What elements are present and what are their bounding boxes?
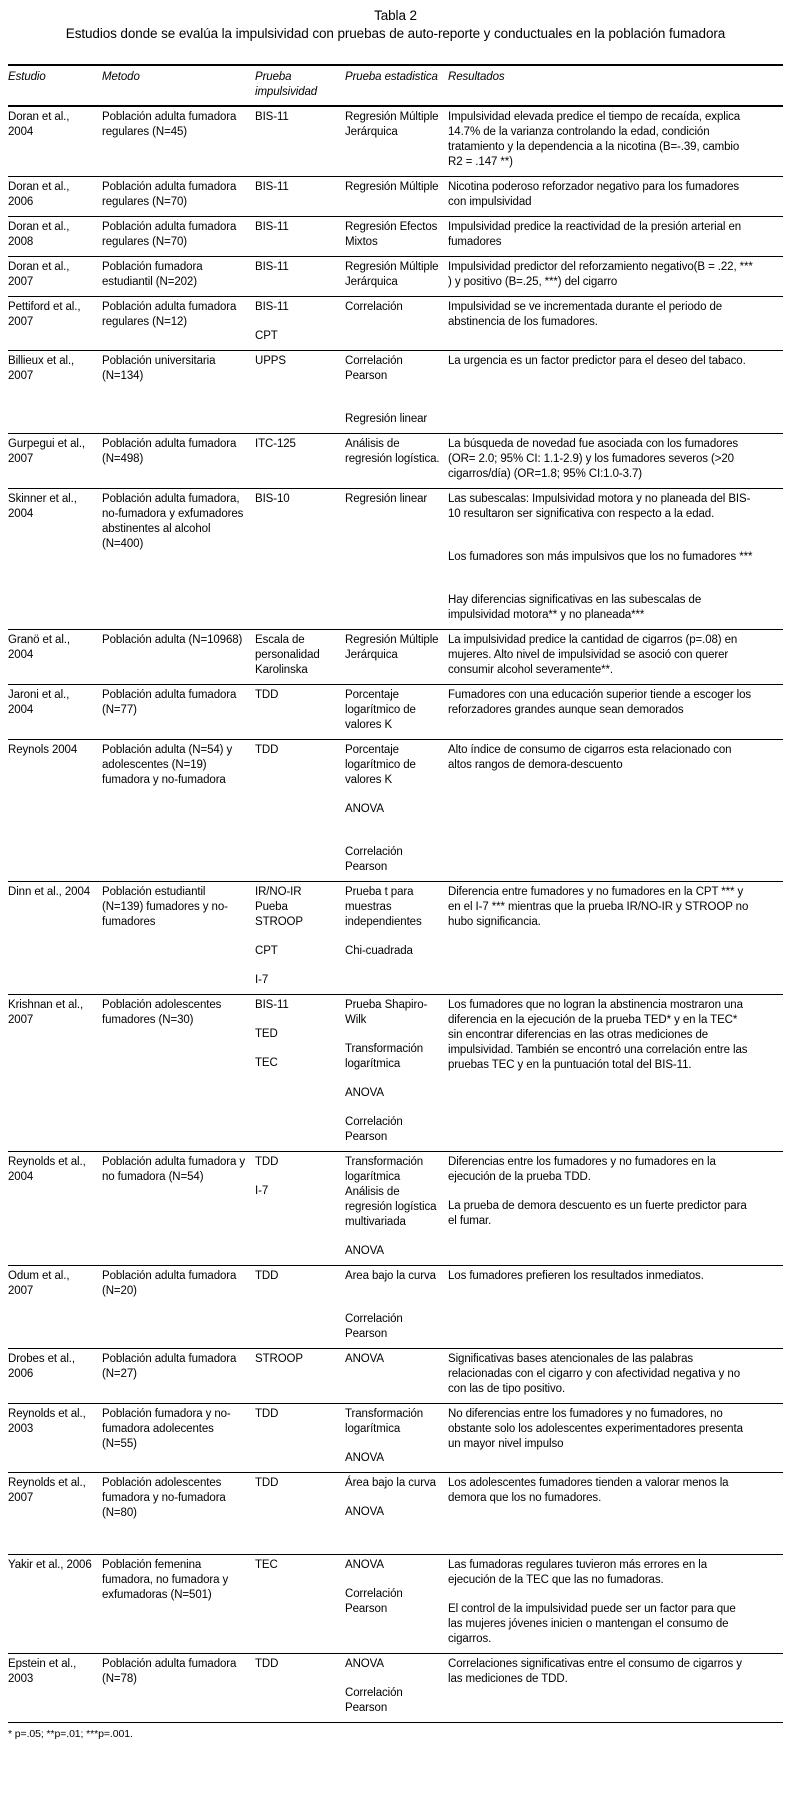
table-row <box>8 685 783 740</box>
tests-cell <box>255 1152 345 1266</box>
cell-text: Significativas bases atencionales de las palabras relacionadas con el cigarro y con afectividad negativa y no con las de tipo positivo. <box>448 1353 740 1395</box>
cell-text: Impulsividad predictor del reforzamiento negativo(B = .22, *** ) y positivo (B=.25, ***) del cigarro <box>448 261 753 288</box>
cell-text: Área bajo la curva <box>345 1477 436 1489</box>
cell-text: Población femenina fumadora, no fumadora y exfumadoras (N=501) <box>102 1559 229 1601</box>
method-cell <box>102 1404 255 1473</box>
cell-text: Chi-cuadrada <box>345 945 413 957</box>
cell-text: BIS-11 <box>255 111 289 123</box>
method-cell <box>102 1654 255 1723</box>
results-cell <box>448 1555 783 1654</box>
results-cell <box>448 489 783 630</box>
method-cell <box>102 1473 255 1555</box>
table-row <box>8 1404 783 1473</box>
tests-cell <box>255 351 345 434</box>
cell-text: Hay diferencias significativas en las subescalas de impulsividad motora** y no planeada*** <box>448 594 702 621</box>
cell-text: ANOVA <box>345 1245 384 1257</box>
method-cell <box>102 257 255 297</box>
stats-cell <box>345 257 448 297</box>
study-cell <box>8 1349 102 1404</box>
results-cell <box>448 257 783 297</box>
table-header <box>8 65 783 106</box>
table-row <box>8 630 783 685</box>
col-header-metodo: Metodo <box>102 65 255 106</box>
method-cell <box>102 1266 255 1349</box>
cell-text: ANOVA <box>345 1353 384 1365</box>
stats-cell <box>345 1349 448 1404</box>
stats-cell <box>345 685 448 740</box>
cell-text: Correlación Pearson <box>345 1313 403 1340</box>
cell-gap <box>345 1284 442 1298</box>
cell-gap <box>448 1185 753 1199</box>
cell-gap <box>448 522 753 536</box>
cell-text: TDD <box>255 1270 279 1282</box>
cell-text: Regresión Múltiple Jerárquica <box>345 261 439 288</box>
stats-cell <box>345 740 448 882</box>
stats-cell <box>345 1555 448 1654</box>
cell-text: Reynolds et al., 2003 <box>8 1408 86 1435</box>
table-row <box>8 257 783 297</box>
cell-text: Pueba <box>255 901 288 913</box>
cell-text: IR/NO-IR <box>255 886 302 898</box>
cell-text: Alto índice de consumo de cigarros esta relacionado con altos rangos de demora-descuento <box>448 744 732 771</box>
study-cell <box>8 217 102 257</box>
stats-cell <box>345 1404 448 1473</box>
method-cell <box>102 297 255 351</box>
table-row <box>8 297 783 351</box>
results-cell <box>448 995 783 1152</box>
cell-text: Doran et al., 2007 <box>8 261 70 288</box>
cell-text: ITC-125 <box>255 438 296 450</box>
cell-text: ANOVA <box>345 1506 384 1518</box>
col-header-estudio: Estudio <box>8 65 102 106</box>
cell-text: Población universitaria (N=134) <box>102 355 216 382</box>
cell-text: UPPS <box>255 355 286 367</box>
results-cell <box>448 882 783 995</box>
study-cell <box>8 1266 102 1349</box>
cell-text: Población adulta fumadora, no-fumadora y exfumadores abstinentes al alcohol (N=400) <box>102 493 244 550</box>
cell-gap <box>345 1437 442 1451</box>
tests-cell <box>255 177 345 217</box>
cell-text: ANOVA <box>345 1658 384 1670</box>
cell-text: Población adulta (N=10968) <box>102 634 243 646</box>
cell-text: BIS-10 <box>255 493 290 505</box>
cell-text: Población adulta fumadora (N=498) <box>102 438 237 465</box>
results-cell <box>448 351 783 434</box>
cell-text: TED <box>255 1028 278 1040</box>
results-cell <box>448 434 783 489</box>
cell-text: Población adulta fumadora (N=77) <box>102 689 237 716</box>
cell-text: Granö et al., 2004 <box>8 634 70 661</box>
cell-text: TDD <box>255 1658 279 1670</box>
cell-text: Billieux et al., 2007 <box>8 355 75 382</box>
study-cell <box>8 685 102 740</box>
stats-cell <box>345 1152 448 1266</box>
tests-cell <box>255 882 345 995</box>
cell-text: I-7 <box>255 974 269 986</box>
stats-cell <box>345 177 448 217</box>
cell-gap <box>345 1672 442 1686</box>
cell-text: Regresión Múltiple Jerárquica <box>345 111 439 138</box>
stats-cell <box>345 489 448 630</box>
cell-text: Reynols 2004 <box>8 744 78 756</box>
method-cell <box>102 434 255 489</box>
tests-cell <box>255 489 345 630</box>
study-cell <box>8 1555 102 1654</box>
cell-text: Drobes et al., 2006 <box>8 1353 75 1380</box>
method-cell <box>102 740 255 882</box>
results-cell <box>448 630 783 685</box>
method-cell <box>102 1555 255 1654</box>
study-cell <box>8 740 102 882</box>
results-cell <box>448 1152 783 1266</box>
cell-gap <box>255 315 339 329</box>
results-cell <box>448 740 783 882</box>
cell-text: Correlación Pearson <box>345 1687 403 1714</box>
cell-text: Población adulta (N=54) y adolescentes (N=19) fumadora y no-fumadora <box>102 744 233 786</box>
cell-text: Los fumadores prefieren los resultados inmediatos. <box>448 1270 704 1282</box>
table-subtitle: Estudios donde se evalúa la impulsividad con pruebas de auto-reporte y conductuales en la población fumadora <box>65 26 726 41</box>
cell-text: CPT <box>255 330 278 342</box>
cell-text: TEC <box>255 1057 278 1069</box>
study-cell <box>8 257 102 297</box>
cell-gap <box>345 1573 442 1587</box>
cell-text: Las fumadoras regulares tuvieron más errores en la ejecución de la TEC que las no fumadoras. <box>448 1559 707 1586</box>
cell-text: BIS-11 <box>255 999 289 1011</box>
cell-text: ANOVA <box>345 1087 384 1099</box>
col-header-resultados: Resultados <box>448 65 783 106</box>
cell-text: Regresión Efectos Mixtos <box>345 221 438 248</box>
cell-gap <box>255 930 339 944</box>
stats-cell <box>345 217 448 257</box>
table-row <box>8 351 783 434</box>
table-row <box>8 740 783 882</box>
cell-text: Yakir et al., 2006 <box>8 1559 92 1571</box>
cell-text: Población adulta fumadora regulares (N=45) <box>102 111 237 138</box>
cell-gap <box>345 1491 442 1505</box>
stats-cell <box>345 434 448 489</box>
cell-text: Población estudiantil (N=139) fumadores y no-fumadores <box>102 886 228 928</box>
cell-text: Gurpegui et al., 2007 <box>8 438 86 465</box>
study-cell <box>8 297 102 351</box>
cell-text: Doran et al., 2004 <box>8 111 70 138</box>
header-row <box>8 65 783 106</box>
cell-text: Area bajo la curva <box>345 1270 436 1282</box>
cell-text: ANOVA <box>345 1559 384 1571</box>
table-row <box>8 217 783 257</box>
cell-text: Correlación Pearson <box>345 355 403 382</box>
cell-gap <box>448 579 753 593</box>
cell-text: CPT <box>255 945 278 957</box>
cell-text: Población adulta fumadora y no fumadora (N=54) <box>102 1156 246 1183</box>
cell-text: Población adulta fumadora regulares (N=12) <box>102 301 237 328</box>
table-row <box>8 882 783 995</box>
col-header-prueba-impulsividad: Prueba impulsividad <box>255 65 345 106</box>
cell-text: Correlaciones significativas entre el consumo de cigarros y las mediciones de TDD. <box>448 1658 742 1685</box>
cell-gap <box>345 1520 442 1534</box>
stats-cell <box>345 297 448 351</box>
cell-text: Población fumadora y no-fumadora adolecentes (N=55) <box>102 1408 231 1450</box>
cell-text: Población adulta fumadora (N=20) <box>102 1270 237 1297</box>
cell-gap <box>345 930 442 944</box>
cell-text: Impulsividad predice la reactividad de la presión arterial en fumadores <box>448 221 742 248</box>
cell-gap <box>448 565 753 579</box>
cell-text: Reynolds et al., 2004 <box>8 1156 86 1183</box>
cell-text: Población adolescentes fumadora y no-fumadora (N=80) <box>102 1477 226 1519</box>
tests-cell <box>255 630 345 685</box>
tests-cell <box>255 434 345 489</box>
tests-cell <box>255 106 345 177</box>
study-cell <box>8 1654 102 1723</box>
cell-text: BIS-11 <box>255 221 289 233</box>
cell-text: Los fumadores que no logran la abstinencia mostraron una diferencia en la ejecución de la prueba TED* y en la TEC* sin encontrar diferencias en las otras mediciones de impulsividad. También se encontró una correlación entre las pruebas TEC y en la puntuación total del BIS-11. <box>448 999 748 1071</box>
cell-text: Población fumadora estudiantil (N=202) <box>102 261 203 288</box>
cell-text: Impulsividad elevada predice el tiempo de recaída, explica 14.7% de la varianza controlando la edad, condición tratamiento y la dependencia a la nicotina (B=-.39, cambio R2 = .147 **) <box>448 111 741 168</box>
cell-gap <box>345 817 442 831</box>
cell-text: ANOVA <box>345 803 384 815</box>
cell-gap <box>345 1101 442 1115</box>
cell-text: Población adulta fumadora (N=78) <box>102 1658 237 1685</box>
method-cell <box>102 177 255 217</box>
method-cell <box>102 106 255 177</box>
stats-cell <box>345 106 448 177</box>
stats-cell <box>345 1266 448 1349</box>
tests-cell <box>255 1654 345 1723</box>
tests-cell <box>255 685 345 740</box>
study-cell <box>8 434 102 489</box>
cell-text: Población adulta fumadora regulares (N=70) <box>102 221 237 248</box>
cell-gap <box>345 1534 442 1548</box>
table-body <box>8 106 783 1723</box>
cell-text: Porcentaje logarítmico de valores K <box>345 689 416 731</box>
study-cell <box>8 995 102 1152</box>
cell-text: Impulsividad se ve incrementada durante el periodo de abstinencia de los fumadores. <box>448 301 723 328</box>
cell-text: Doran et al., 2006 <box>8 181 70 208</box>
cell-text: TDD <box>255 1408 279 1420</box>
table-row <box>8 434 783 489</box>
cell-text: Transformación logarítmica <box>345 1156 424 1183</box>
cell-text: Diferencia entre fumadores y no fumadores en la CPT *** y en el I-7 *** mientras que la prueba IR/NO-IR y STROOP no hubo significancia. <box>448 886 749 928</box>
stats-cell <box>345 882 448 995</box>
cell-text: Transformación logarítmica <box>345 1408 424 1435</box>
method-cell <box>102 630 255 685</box>
table-row <box>8 995 783 1152</box>
results-cell <box>448 1473 783 1555</box>
results-cell <box>448 177 783 217</box>
tests-cell <box>255 1555 345 1654</box>
cell-text: ANOVA <box>345 1452 384 1464</box>
cell-gap <box>255 959 339 973</box>
tests-cell <box>255 1404 345 1473</box>
study-cell <box>8 1404 102 1473</box>
method-cell <box>102 882 255 995</box>
cell-text: BIS-11 <box>255 181 289 193</box>
cell-gap <box>345 788 442 802</box>
cell-text: Jaroni et al., 2004 <box>8 689 70 716</box>
cell-text: Correlación <box>345 301 403 313</box>
study-cell <box>8 1152 102 1266</box>
method-cell <box>102 489 255 630</box>
results-cell <box>448 106 783 177</box>
cell-text: Epstein et al., 2003 <box>8 1658 77 1685</box>
studies-table <box>8 64 783 1723</box>
cell-gap <box>345 1028 442 1042</box>
cell-text: Análisis de regresión logística. <box>345 438 440 465</box>
cell-text: Skinner et al., 2004 <box>8 493 77 520</box>
tests-cell <box>255 217 345 257</box>
significance-footnote: * p=.05; **p=.01; ***p=.001. <box>8 1728 133 1740</box>
cell-text: Diferencias entre los fumadores y no fumadores en la ejecución de la prueba TDD. <box>448 1156 716 1183</box>
stats-cell <box>345 1473 448 1555</box>
cell-text: Odum et al., 2007 <box>8 1270 70 1297</box>
cell-gap <box>345 1072 442 1086</box>
study-cell <box>8 630 102 685</box>
results-cell <box>448 217 783 257</box>
cell-text: Correlación Pearson <box>345 1116 403 1143</box>
method-cell <box>102 1152 255 1266</box>
cell-text: Las subescalas: Impulsividad motora y no planeada del BIS-10 resultaron ser significativa con respecto a la edad. <box>448 493 751 520</box>
cell-text: La prueba de demora descuento es un fuerte predictor para el fumar. <box>448 1200 747 1227</box>
cell-text: Nicotina poderoso reforzador negativo para los fumadores con impulsividad <box>448 181 740 208</box>
study-cell <box>8 1473 102 1555</box>
cell-text: Escala de personalidad Karolinska <box>255 634 320 676</box>
cell-text: Población adulta fumadora (N=27) <box>102 1353 237 1380</box>
cell-text: Reynolds et al., 2007 <box>8 1477 86 1504</box>
cell-text: Regresión Múltiple Jerárquica <box>345 634 439 661</box>
cell-text: STROOP <box>255 1353 303 1365</box>
cell-text: Correlación Pearson <box>345 846 403 873</box>
cell-text: No diferencias entre los fumadores y no fumadores, no obstante solo los adolescentes experimentadores presenta un mayor nivel impulso <box>448 1408 743 1450</box>
cell-text: STROOP <box>255 916 303 928</box>
cell-text: La urgencia es un factor predictor para el deseo del tabaco. <box>448 355 746 367</box>
cell-text: Regresión Múltiple <box>345 181 439 193</box>
tests-cell <box>255 1349 345 1404</box>
table-row <box>8 177 783 217</box>
results-cell <box>448 685 783 740</box>
results-cell <box>448 1404 783 1473</box>
stats-cell <box>345 630 448 685</box>
cell-text: Los adolescentes fumadores tienden a valorar menos la demora que los no fumadores. <box>448 1477 729 1504</box>
cell-gap <box>255 1170 339 1184</box>
cell-text: TDD <box>255 1156 279 1168</box>
results-cell <box>448 1266 783 1349</box>
cell-gap <box>345 1230 442 1244</box>
cell-gap <box>345 384 442 398</box>
method-cell <box>102 217 255 257</box>
tests-cell <box>255 1266 345 1349</box>
cell-text: Correlación Pearson <box>345 1588 403 1615</box>
stats-cell <box>345 351 448 434</box>
table-number-title: Tabla 2 <box>374 8 417 23</box>
study-cell <box>8 882 102 995</box>
tests-cell <box>255 995 345 1152</box>
study-cell <box>8 177 102 217</box>
cell-text: Pettiford et al., 2007 <box>8 301 81 328</box>
cell-text: Dinn et al., 2004 <box>8 886 91 898</box>
results-cell <box>448 1654 783 1723</box>
cell-text: Regresión linear <box>345 493 428 505</box>
cell-text: TEC <box>255 1559 278 1571</box>
tests-cell <box>255 297 345 351</box>
cell-text: Transformación logarítmica <box>345 1043 424 1070</box>
method-cell <box>102 995 255 1152</box>
cell-text: La búsqueda de novedad fue asociada con los fumadores (OR= 2.0; 95% CI: 1.1-2.9) y los fumadores severos (>20 cigarros/día) (OR=1.8; 95% CI:1.0-3.7) <box>448 438 739 480</box>
study-cell <box>8 489 102 630</box>
method-cell <box>102 351 255 434</box>
table-row <box>8 1152 783 1266</box>
cell-text: Prueba t para muestras independientes <box>345 886 422 928</box>
table-row <box>8 1473 783 1555</box>
cell-text: Regresión linear <box>345 413 428 425</box>
cell-text: El control de la impulsividad puede ser un factor para que las mujeres jóvenes inicien o mantengan el consumo de cigarros. <box>448 1603 736 1645</box>
cell-text: Fumadores con una educación superior tiende a escoger los reforzadores grandes aunque sean demorados <box>448 689 752 716</box>
cell-text: BIS-11 <box>255 301 289 313</box>
cell-text: TDD <box>255 744 279 756</box>
cell-text: TDD <box>255 689 279 701</box>
table-row <box>8 1555 783 1654</box>
cell-gap <box>345 398 442 412</box>
study-cell <box>8 351 102 434</box>
results-cell <box>448 297 783 351</box>
cell-text: Población adulta fumadora regulares (N=70) <box>102 181 237 208</box>
tests-cell <box>255 740 345 882</box>
cell-gap <box>448 1588 753 1602</box>
cell-text: Prueba Shapiro-Wilk <box>345 999 428 1026</box>
cell-gap <box>345 831 442 845</box>
table-row <box>8 1349 783 1404</box>
results-cell <box>448 1349 783 1404</box>
cell-text: I-7 <box>255 1185 269 1197</box>
table-row <box>8 1654 783 1723</box>
cell-gap <box>448 536 753 550</box>
cell-gap <box>345 1298 442 1312</box>
cell-text: BIS-11 <box>255 261 289 273</box>
cell-text: Población adolescentes fumadores (N=30) <box>102 999 222 1026</box>
cell-text: La impulsividad predice la cantidad de cigarros (p=.08) en mujeres. Alto nivel de impulsividad se asoció con querer consumir alcohol severamente**. <box>448 634 738 676</box>
col-header-prueba-estadistica: Prueba estadistica <box>345 65 448 106</box>
tests-cell <box>255 1473 345 1555</box>
cell-text: Doran et al., 2008 <box>8 221 70 248</box>
cell-text: Porcentaje logarítmico de valores K <box>345 744 416 786</box>
stats-cell <box>345 1654 448 1723</box>
tests-cell <box>255 257 345 297</box>
table-row <box>8 106 783 177</box>
table-row <box>8 1266 783 1349</box>
cell-text: Krishnan et al., 2007 <box>8 999 84 1026</box>
cell-gap <box>255 1013 339 1027</box>
cell-text: TDD <box>255 1477 279 1489</box>
cell-text: Análisis de regresión logística multivariada <box>345 1186 437 1228</box>
stats-cell <box>345 995 448 1152</box>
method-cell <box>102 1349 255 1404</box>
cell-gap <box>255 1042 339 1056</box>
table-row <box>8 489 783 630</box>
method-cell <box>102 685 255 740</box>
study-cell <box>8 106 102 177</box>
cell-text: Los fumadores son más impulsivos que los no fumadores *** <box>448 551 753 563</box>
